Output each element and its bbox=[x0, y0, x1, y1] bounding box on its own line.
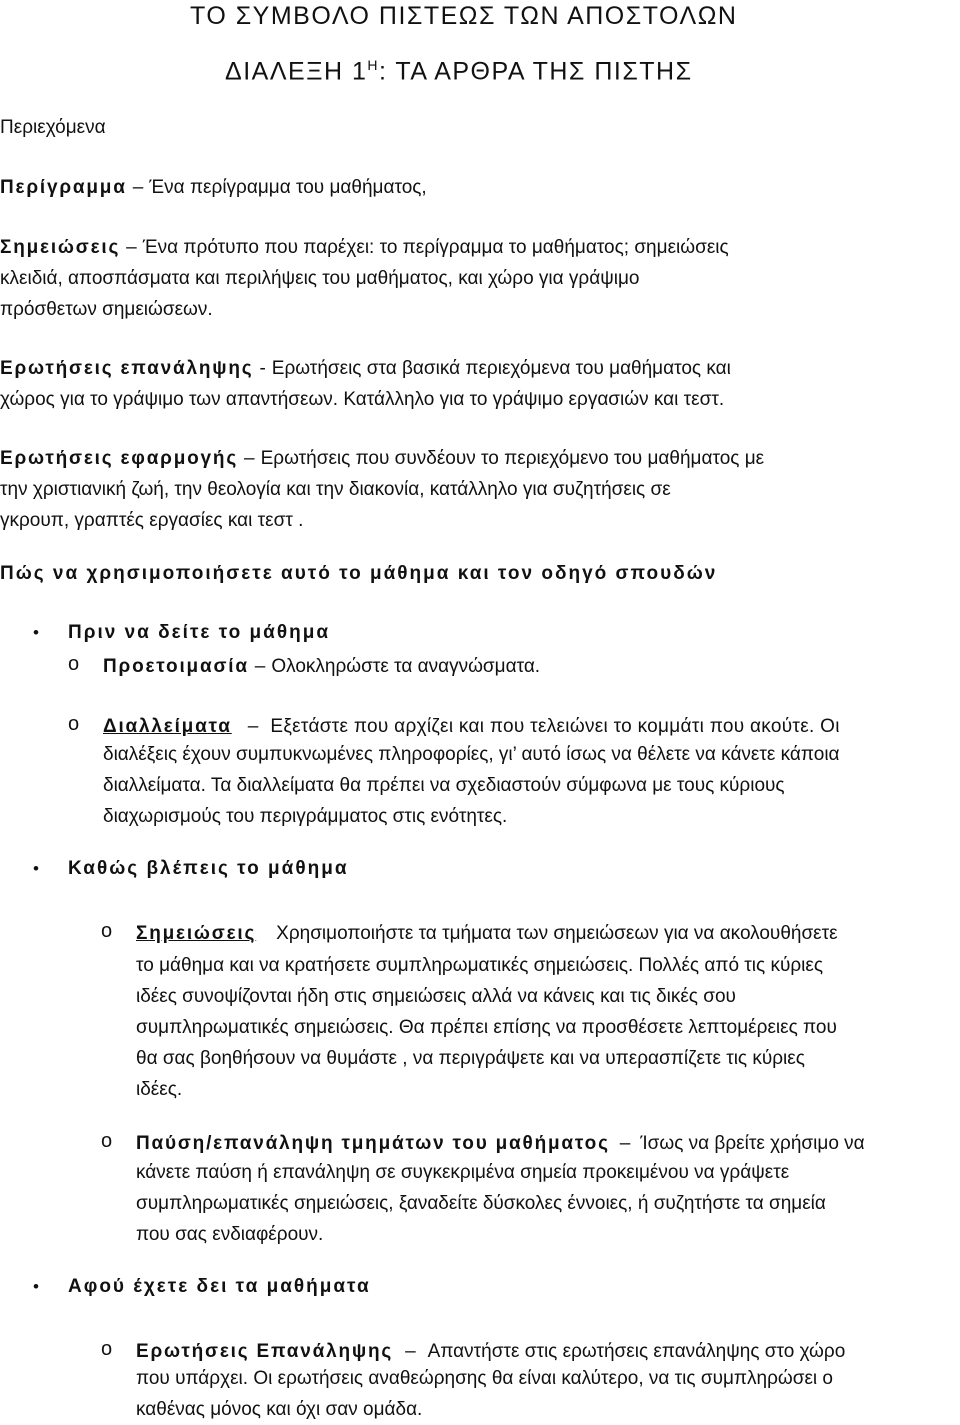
sub-bullet-icon: o bbox=[101, 920, 113, 942]
during-notes-text-1: Χρησιμοποιήστε τα τμήματα των σημειώσεων για να ακολουθήσετε bbox=[276, 923, 838, 944]
during-notes-text-6: ιδέες. bbox=[136, 1079, 183, 1100]
pause-text-1: Ίσως να βρείτε χρήσιμο να bbox=[640, 1133, 865, 1154]
during-notes-text-4: συμπληρωματικές σημειώσεις. Θα πρέπει επίσης να προσθέσετε λεπτομέρειες που bbox=[136, 1017, 837, 1038]
notes-dash: – bbox=[126, 237, 137, 258]
breaks-text-1: Εξετάστε που αρχίζει και που τελειώνει το κομμάτι που ακούτε. Οι bbox=[270, 716, 840, 737]
bullet-icon: • bbox=[33, 1277, 39, 1296]
notes-term: Σημειώσεις bbox=[0, 237, 121, 258]
during-notes-text-2: το μάθημα και να κρατήσετε συμπληρωματικές σημειώσεις. Πολλές από τις κύριες bbox=[136, 955, 824, 976]
notes-entry-line-1 bbox=[0, 232, 729, 263]
pause-text-2: κάνετε παύση ή επανάληψη σε συγκεκριμένα σημεία προκειμένου να γράψετε bbox=[136, 1162, 790, 1183]
after-review-term: Ερωτήσεις Επανάληψης bbox=[136, 1341, 394, 1362]
sub-bullet-icon: o bbox=[68, 653, 80, 675]
subtitle-superscript: Η bbox=[367, 57, 379, 73]
bullet-icon: • bbox=[33, 859, 39, 878]
outline-entry bbox=[0, 172, 427, 203]
after-review-text-1: Απαντήστε στις ερωτήσεις επανάληψης στο χώρο bbox=[427, 1341, 846, 1362]
pause-dash: – bbox=[619, 1133, 631, 1154]
application-text-3: γκρουπ, γραπτές εργασίες και τεστ . bbox=[0, 510, 304, 531]
contents-heading: Περιεχόμενα bbox=[0, 117, 106, 138]
sub-bullet-icon: o bbox=[68, 713, 80, 735]
after-review-text-2: που υπάρχει. Οι ερωτήσεις αναθεώρησης θα είναι καλύτερο, να τις συμπληρώσει ο bbox=[136, 1368, 833, 1389]
notes-text-2: κλειδιά, αποσπάσματα και περιλήψεις του μαθήματος, και χώρο για γράψιμο bbox=[0, 268, 640, 289]
sub-bullet-icon: o bbox=[101, 1338, 113, 1360]
before-heading: Πριν να δείτε το μάθημα bbox=[68, 622, 331, 643]
pause-text-3: συμπληρωματικές σημειώσεις, ξαναδείτε δύσκολες έννοιες, ή συζητήστε τα σημεία bbox=[136, 1193, 826, 1214]
pause-entry-line-1 bbox=[136, 1128, 865, 1159]
after-review-dash: – bbox=[405, 1341, 416, 1362]
pause-term: Παύση/επανάληψη τμημάτων του μαθήματος bbox=[136, 1133, 610, 1154]
pause-text-4: που σας ενδιαφέρουν. bbox=[136, 1224, 324, 1245]
breaks-text-4: διαχωρισμούς του περιγράμματος στις ενότητες. bbox=[103, 806, 508, 827]
after-review-text-3: καθένας μόνος και όχι σαν ομάδα. bbox=[136, 1399, 423, 1420]
outline-dash: – bbox=[132, 177, 144, 198]
application-text-2: την χριστιανική ζωή, την θεολογία και την διακονία, κατάλληλο για συζητήσεις σε bbox=[0, 479, 671, 500]
breaks-term: Διαλλείματα bbox=[103, 716, 232, 737]
outline-text: Ένα περίγραμμα του μαθήματος, bbox=[149, 177, 427, 198]
breaks-text-3: διαλλείματα. Τα διαλλείματα θα πρέπει να σχεδιαστούν σύμφωνα με τους κύριους bbox=[103, 775, 785, 796]
subtitle-prefix: ΔΙΑΛΕΞΗ 1 bbox=[225, 57, 368, 86]
guide-heading: Πώς να χρησιμοποιήσετε αυτό το μάθημα και τον οδηγό σπουδών bbox=[0, 563, 718, 584]
notes-text-3: πρόσθετων σημειώσεων. bbox=[0, 299, 213, 320]
after-heading: Αφού έχετε δει τα μαθήματα bbox=[68, 1276, 371, 1297]
breaks-dash: – bbox=[247, 716, 259, 737]
outline-term: Περίγραμμα bbox=[0, 177, 127, 198]
during-notes-text-5: θα σας βοηθήσουν να θυμάστε , να περιγράψετε και να υπερασπίζετε τις κύριες bbox=[136, 1048, 805, 1069]
during-notes-term: Σημειώσεις bbox=[136, 923, 257, 944]
during-notes-text-3: ιδέες συνοψίζονται ήδη στις σημειώσεις αλλά να κάνεις και τις δικές σου bbox=[136, 986, 736, 1007]
prep-text: Ολοκληρώστε τα αναγνώσματα. bbox=[271, 656, 541, 677]
review-dash: - bbox=[259, 358, 266, 379]
during-notes-line-1 bbox=[136, 918, 838, 949]
application-entry-line-1 bbox=[0, 443, 764, 474]
review-text-2: χώρος για το γράψιμο των απαντήσεων. Κατάλληλο για το γράψιμο εργασιών και τεστ. bbox=[0, 389, 725, 410]
review-text-1: Ερωτήσεις στα βασικά περιεχόμενα του μαθήματος και bbox=[271, 358, 731, 379]
prep-term: Προετοιμασία bbox=[103, 656, 249, 677]
application-text-1: Ερωτήσεις που συνδέουν το περιεχόμενο του μαθήματος με bbox=[260, 448, 765, 469]
document-title: ΤΟ ΣΥΜΒΟΛΟ ΠΙΣΤΕΩΣ ΤΩΝ ΑΠΟΣΤΟΛΩΝ bbox=[190, 2, 738, 30]
bullet-icon: • bbox=[33, 623, 39, 642]
application-dash: – bbox=[244, 448, 255, 469]
subtitle-suffix: : ΤΑ ΑΡΘΡΑ ΤΗΣ ΠΙΣΤΗΣ bbox=[378, 57, 693, 86]
sub-bullet-icon: o bbox=[101, 1130, 113, 1152]
prep-dash: – bbox=[254, 656, 266, 677]
review-entry-line-1 bbox=[0, 353, 731, 384]
breaks-entry-line-1 bbox=[103, 711, 840, 742]
breaks-text-2: διαλέξεις έχουν συμπυκνωμένες πληροφορίες, γι’ αυτό ίσως να θέλετε να κάνετε κάποια bbox=[103, 744, 840, 765]
application-term: Ερωτήσεις εφαρμογής bbox=[0, 448, 239, 469]
notes-text-1: Ένα πρότυπο που παρέχει: το περίγραμμα το μαθήματος; σημειώσεις bbox=[142, 237, 729, 258]
during-heading: Καθώς βλέπεις το μάθημα bbox=[68, 858, 349, 879]
prep-entry bbox=[103, 651, 540, 682]
review-term: Ερωτήσεις επανάληψης bbox=[0, 358, 254, 379]
lecture-subtitle bbox=[225, 57, 693, 86]
